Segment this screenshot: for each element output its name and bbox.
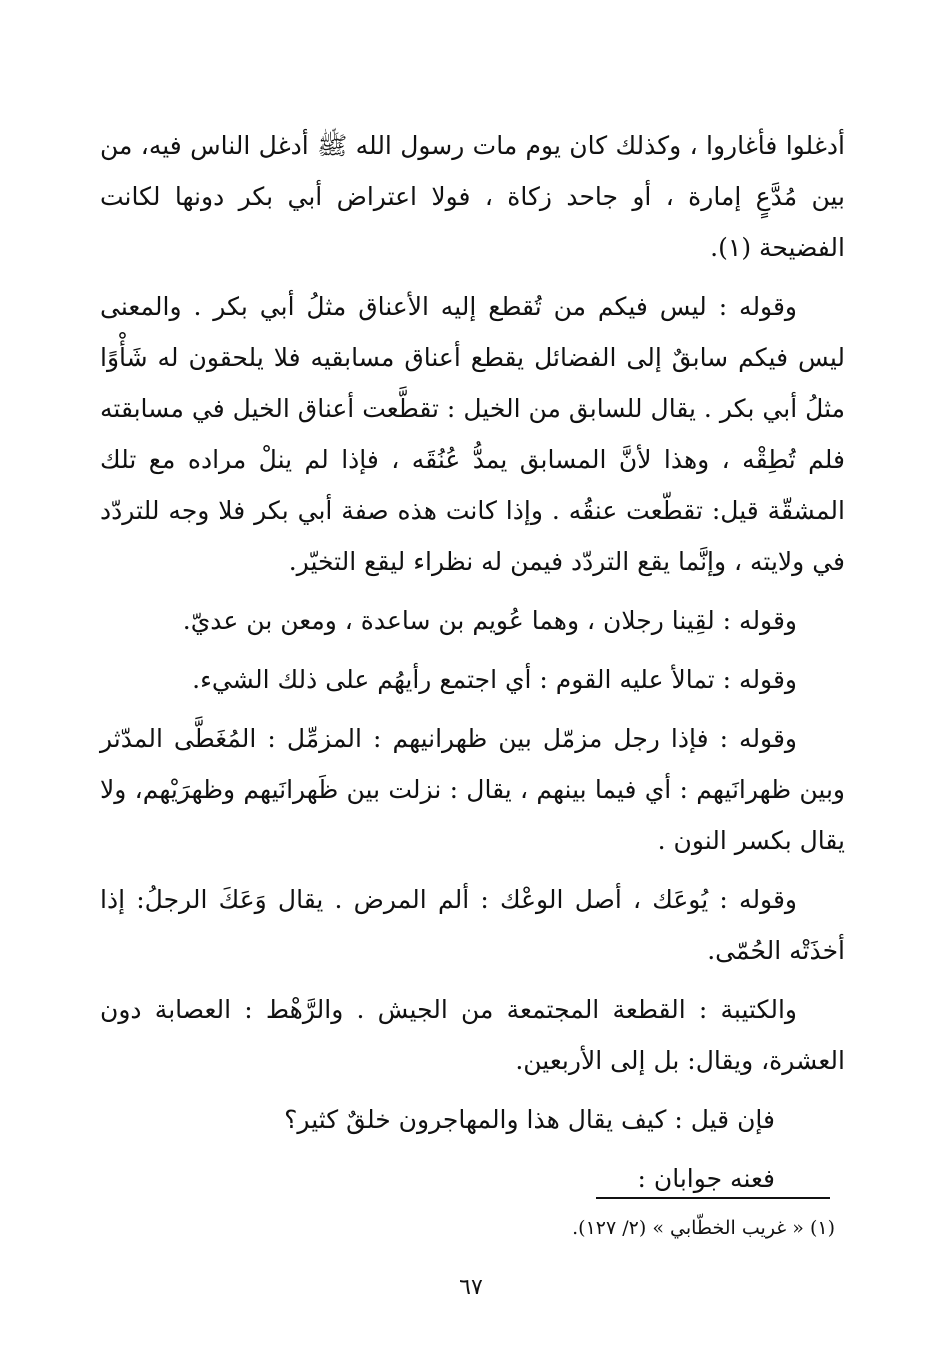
footnote: (١) « غريب الخطّابي » (٢/ ١٢٧). xyxy=(572,1217,835,1239)
footnote-divider xyxy=(596,1197,830,1199)
paragraph-4: وقوله : تمالأ عليه القوم : أي اجتمع رأيهُم على ذلك الشيء. xyxy=(192,665,797,694)
paragraph-5: وقوله : فإذا رجل مزمّل بين ظهرانيهم : المزمِّل : المُغَطَّى المدّثر وبين ظهرانَيهم : أي فيما بينهم ، يقال : نزلت بين ظَهرانَيهم وظهرَيْهم، ولا يقال بكسر النون . xyxy=(100,724,845,855)
paragraph-2: وقوله : ليس فيكم من تُقطع إليه الأعناق مثلُ أبي بكر . والمعنى ليس فيكم سابقٌ إلى الفضائل يقطع أعناق مسابقيه فلا يلحقون له شَأْوًا مثلُ أبي بكر . يقال للسابق من الخيل : تقطَّعت أعناق الخيل في مسابقته فلم تُطِقْه ، وهذا لأنَّ المسابق يمدُّ عُنُقَه ، فإذا لم ينلْ مراده مع تلك المشقّة قيل: تقطّعت عنقُه . وإذا كانت هذه صفة أبي بكر فلا وجه للتردّد في ولايته ، وإنَّما يقع التردّد فيمن له نظراء ليقع التخيّر. xyxy=(100,292,845,576)
page-number: ٦٧ xyxy=(459,1275,483,1300)
paragraph-8: فإن قيل : كيف يقال هذا والمهاجرون خلقٌ كثير؟ xyxy=(284,1105,775,1134)
paragraph-3: وقوله : لقِينا رجلان ، وهما عُويم بن ساعدة ، ومعن بن عديّ. xyxy=(182,606,797,635)
main-text xyxy=(100,120,845,1212)
paragraph-1: أدغلوا فأغاروا ، وكذلك كان يوم مات رسول الله ﷺ أدغل الناس فيه، من بين مُدَّعٍ إمارة ، أو جاحد زكاة ، فولا اعتراض أبي بكر دونها لكانت الفضيحة (١). xyxy=(100,131,845,262)
paragraph-6: وقوله : يُوعَك ، أصل الوعْك : ألم المرض . يقال وَعَكَ الرجلُ: إذا أخذَتْه الحُمّى. xyxy=(100,885,845,965)
paragraph-9: فعنه جوابان : xyxy=(637,1164,775,1193)
paragraph-7: والكتيبة : القطعة المجتمعة من الجيش . والرَّهْط : العصابة دون العشرة، ويقال: بل إلى الأربعين. xyxy=(100,995,845,1075)
